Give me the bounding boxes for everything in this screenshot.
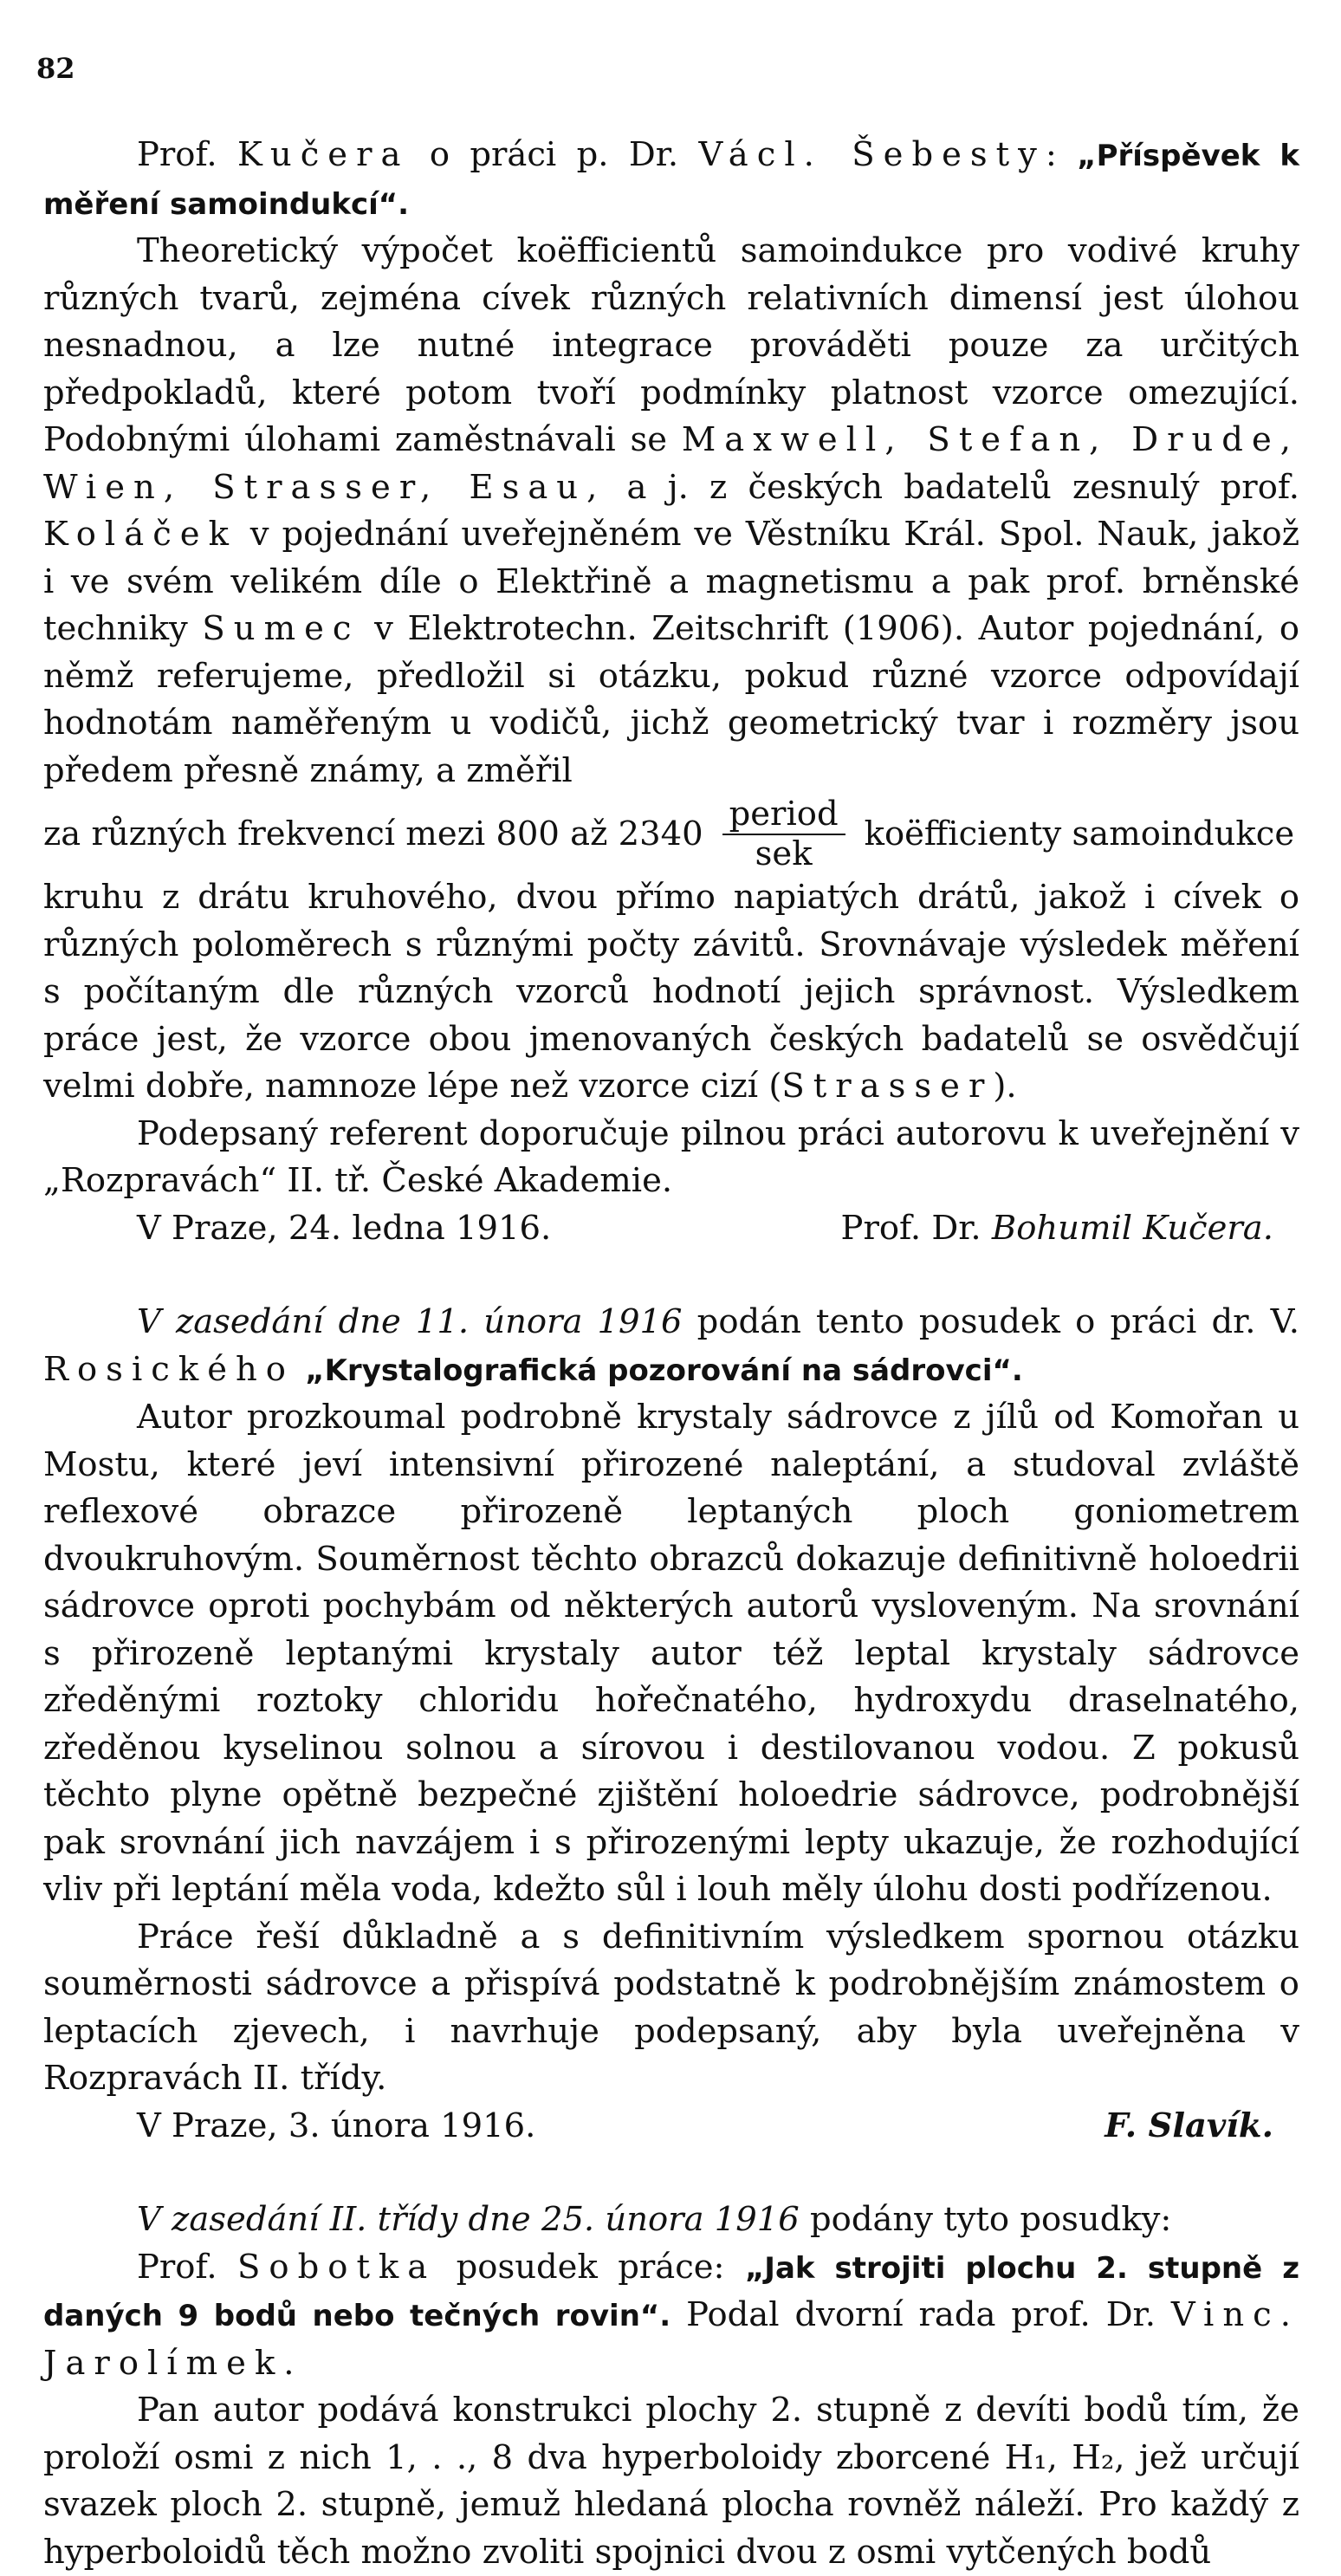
work-title: „Jak strojiti plochu 2. stupně z daných 9 bodů nebo tečných rovin“. — [43, 2250, 1299, 2333]
paragraph: Pan autor podává konstrukci plochy 2. stupně z devíti bodů tím, že proloží osmi z nich 1, . ., 8 dva hyperboloidy zborcené H₁, H₂, jež určují svazek ploch 2. stupně, jemuž hledaná plocha rovněž náleží. Pro každý z hyperboloidů těch možno zvoliti spojnici dvou z osmi vytčených bodů — [43, 2391, 1299, 2572]
researcher-name: Sumec — [202, 609, 360, 648]
signature: F. Slavík. — [1105, 2106, 1273, 2145]
fraction-numerator: period — [722, 795, 845, 835]
session-date: V zasedání dne 11. února 1916 — [137, 1302, 683, 1341]
date: V Praze, 24. ledna 1916. — [137, 1208, 552, 1248]
date: V Praze, 3. února 1916. — [137, 2106, 536, 2145]
paragraph: kruhu z drátu kruhového, dvou přímo napiatých drátů, jakož i cívek o různých poloměrech s různými počty závitů. Srovnávaje výsledek měření s počítaným dle různých vzorců hodnotí jejich správnost. Výsledkem práce jest, že vzorce obou jmenovaných českých badatelů se osvědčují velmi dobře, namnoze lépe než vzorce cizí (Strasser). — [43, 878, 1299, 1106]
session-heading: V zasedání II. třídy dne 25. února 1916 podány tyto posudky: — [137, 2200, 1172, 2239]
researcher-name: Koláček — [43, 515, 237, 554]
reviewer-name: Sobotka — [237, 2247, 437, 2287]
document-body — [43, 132, 1299, 2576]
paragraph: Podepsaný referent doporučuje pilnou práci autorovu k uveřejnění v „Rozpravách“ II. tř. České Akademie. — [43, 1113, 1299, 1200]
paragraph: Theoretický výpočet koëfficientů samoindukce pro vodivé kruhy různých tvarů, zejména cívek různých relativních dimensí jest úlohou nesnadnou, a lze nutné integrace prováděti pouze za určitých předpokladů, které potom tvoří podmínky platnost vzorce omezující. Podobnými úlohami zaměstnávali se Maxwell, Stefan, Drude, Wien, Strasser, Esau, a j. z českých badatelů zesnulý prof. Koláček v pojednání uveřejněném ve Věstníku Král. Spol. Nauk, jakož i ve svém velikém díle o Elektřině a magnetismu a pak prof. brněnské techniky Sumec v Elektrotechn. Zeitschrift (1906). Autor pojednání, o němž referujeme, předložil si otázku, pokud různé vzorce odpovídají hodnotám naměřeným u vodičů, jichž geometrický tvar i rozměry jsou předem přesně známy, a změřil — [43, 231, 1299, 790]
session-heading: V zasedání dne 11. února 1916 podán tento posudek o práci dr. V. Rosického „Krystalografická pozorování na sádrovci“. — [43, 1302, 1299, 1389]
fraction-denominator: sek — [755, 834, 813, 873]
author-name: Vinc. Jarolímek. — [43, 2295, 1300, 2383]
paragraph: Prof. Sobotka posudek práce: „Jak strojiti plochu 2. stupně z daných 9 bodů nebo tečných rovin“. Podal dvorní rada prof. Dr. Vinc. Jarolímek. — [43, 2247, 1300, 2383]
fraction — [722, 795, 845, 873]
reviewer-name: Kučera — [236, 135, 410, 174]
work-title: „Krystalografická pozorování na sádrovci“. — [305, 1353, 1023, 1388]
signature-line — [43, 1205, 1299, 1253]
researcher-names: Maxwell, Stefan, Drude, Wien, Strasser, Esau, — [43, 420, 1299, 507]
author-name: Václ. Šebesty — [698, 135, 1046, 174]
frequency-line: za různých frekvencí mezi 800 až 2340 $\frac{\text{period}}{\text{sek}}$ koëfficienty samoindukce — [43, 795, 1295, 873]
review-heading: Prof. Kučera o práci p. Dr. Václ. Šebesty: „Příspěvek k měření samoindukcí“. — [43, 135, 1299, 222]
signature: Prof. Dr. Bohumil Kučera. — [840, 1208, 1273, 1248]
paragraph: Práce řeší důkladně a s definitivním výsledkem spornou otázku souměrnosti sádrovce a přispívá podstatně k podrobnějším známostem o leptacích zjevech, i navrhuje podepsaný, aby byla uveřejněna v Rozpravách II. třídy. — [43, 1917, 1299, 2098]
work-title: „Příspěvek k měření samoindukcí“. — [43, 139, 1299, 222]
session-date: V zasedání II. třídy dne 25. února 1916 — [137, 2200, 800, 2239]
researcher-name: Strasser — [781, 1067, 994, 1106]
paragraph: Autor prozkoumal podrobně krystaly sádrovce z jílů od Komořan u Mostu, které jeví intensivní přirozené naleptání, a studoval zvláště reflexové obrazce přirozeně leptaných ploch goniometrem dvoukruhovým. Souměrnost těchto obrazců dokazuje definitivně holoedrii sádrovce oproti pochybám od některých autorů vysloveným. Na srovnání s přirozeně leptanými krystaly autor též leptal krystaly sádrovce zředěnými roztoky chloridu hořečnatého, hydroxydu draselnatého, zředěnou kyselinou solnou a sírovou i destilovanou vodou. Z pokusů těchto plyne opětně bezpečné zjištění holoedrie sádrovce, podrobnější pak srovnání jich navzájem i s přirozenými lepty ukazuje, že rozhodující vliv při leptání měla voda, kdežto sůl i louh měly úlohu dosti podřízenou. — [43, 1398, 1299, 1909]
page-number: 82 — [36, 52, 75, 85]
signature-line — [43, 2103, 1299, 2151]
author-name: Rosického — [43, 1349, 295, 1389]
